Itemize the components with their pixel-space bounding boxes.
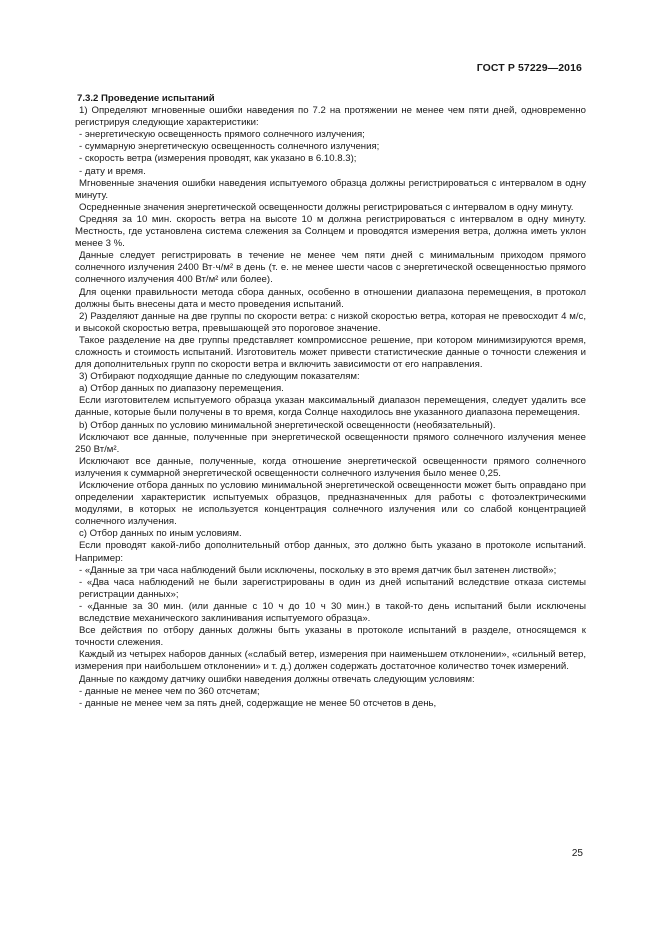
paragraph: Мгновенные значения ошибки наведения испытуемого образца должны регистрироваться с интервалом в одну минуту. (75, 177, 586, 201)
paragraph: Средняя за 10 мин. скорость ветра на высоте 10 м должна регистрироваться с интервалом в одну минуту. Местность, где установлена система слежения за Солнцем и проводятся измерения ветра, должна иметь уклон менее 3 %. (75, 213, 586, 250)
paragraph: Такое разделение на две группы представляет компромиссное решение, при котором минимизируются время, сложность и стоимость испытаний. Изготовитель может привести статистические данные о точности слежения и для дополнительных групп по скорости ветра и включить зависимости от его направления. (75, 334, 586, 371)
list-item: - данные не менее чем за пять дней, содержащие не менее 50 отсчетов в день, (79, 697, 437, 709)
paragraph: 1) Определяют мгновенные ошибки наведения по 7.2 на протяжении не менее чем пяти дней, одновременно регистрируя следующие характеристики: (75, 105, 586, 129)
paragraph: Если изготовителем испытуемого образца указан максимальный диапазон перемещения, следует удалить все данные, которые были получены в то время, когда Солнце находилось вне указанного диапазона перемещения. (75, 395, 586, 419)
paragraph: 2) Разделяют данные на две группы по скорости ветра: с низкой скоростью ветра, которая не превосходит 4 м/с, и высокой скоростью ветра, превышающей это пороговое значение. (75, 310, 586, 334)
list-item: - «Два часа наблюдений не были зарегистрированы в один из дней испытаний вследствие отказа системы регистрации данных»; (79, 576, 586, 600)
paragraph: Осредненные значения энергетической освещенности должны регистрироваться с интервалом в одну минуту. (79, 201, 574, 213)
list-item: - данные не менее чем по 360 отсчетам; (79, 685, 260, 697)
paragraph: с) Отбор данных по иным условиям. (79, 528, 242, 540)
section-title: 7.3.2 Проведение испытаний (77, 93, 215, 104)
paragraph: Каждый из четырех наборов данных («слабый ветер, измерения при наименьшем отклонении», «сильный ветер, измерения при наибольшем отклонении» и т. д.) должен содержать достаточное количество точек измерений. (75, 649, 586, 673)
paragraph: Для оценки правильности метода сбора данных, особенно в отношении диапазона перемещения, в протокол должны быть внесены дата и место проведения испытаний. (75, 286, 586, 310)
paragraph: Если проводят какой-либо дополнительный отбор данных, это должно быть указано в протоколе испытаний. Например: (75, 540, 586, 564)
list-item: - скорость ветра (измерения проводят, как указано в 6.10.8.3); (79, 153, 357, 165)
paragraph: Все действия по отбору данных должны быть указаны в протоколе испытаний в разделе, относящемся к точности слежения. (75, 625, 586, 649)
paragraph: Данные по каждому датчику ошибки наведения должны отвечать следующим условиям: (79, 673, 475, 685)
paragraph: Исключают все данные, полученные, когда отношение энергетической освещенности прямого солнечного излучения к суммарной энергетической освещенности солнечного излучения было менее 0,25. (75, 455, 586, 479)
paragraph: Исключение отбора данных по условию минимальной энергетической освещенности может быть оправдано при определении характеристик испытуемых образцов, предназначенных для работы с фотоэлектрическими модулями, в которых не используется концентрация солнечного излучения или со слабой концентрацией солнечного излучения. (75, 480, 586, 528)
page-number: 25 (571, 848, 583, 859)
document-body (75, 93, 586, 710)
paragraph: Данные следует регистрировать в течение не менее чем пяти дней с минимальным приходом прямого солнечного излучения 2400 Вт·ч/м² в день (т. е. не менее шести часов с энергетической освещенностью прямого солнечного излучения 400 Вт/м² или более). (75, 250, 586, 286)
paragraph: Исключают все данные, полученные при энергетической освещенности прямого солнечного излучения менее 250 Вт/м². (75, 431, 586, 455)
paragraph: b) Отбор данных по условию минимальной энергетической освещенности (необязательный). (79, 419, 496, 431)
list-item: - энергетическую освещенность прямого солнечного излучения; (79, 129, 365, 141)
paragraph: 3) Отбирают подходящие данные по следующим показателям: (79, 371, 360, 383)
list-item: - дату и время. (79, 165, 146, 177)
list-item: - суммарную энергетическую освещенность солнечного излучения; (79, 141, 380, 153)
list-item: - «Данные за три часа наблюдений были исключены, поскольку в это время датчик был затенен листвой»; (79, 564, 557, 576)
list-item: - «Данные за 30 мин. (или данные с 10 ч до 10 ч 30 мин.) в такой-то день испытаний были исключены вследствие механического заклинивания испытуемого образца». (79, 600, 586, 625)
document-header: ГОСТ Р 57229—2016 (476, 62, 582, 74)
paragraph: а) Отбор данных по диапазону перемещения. (79, 383, 284, 395)
